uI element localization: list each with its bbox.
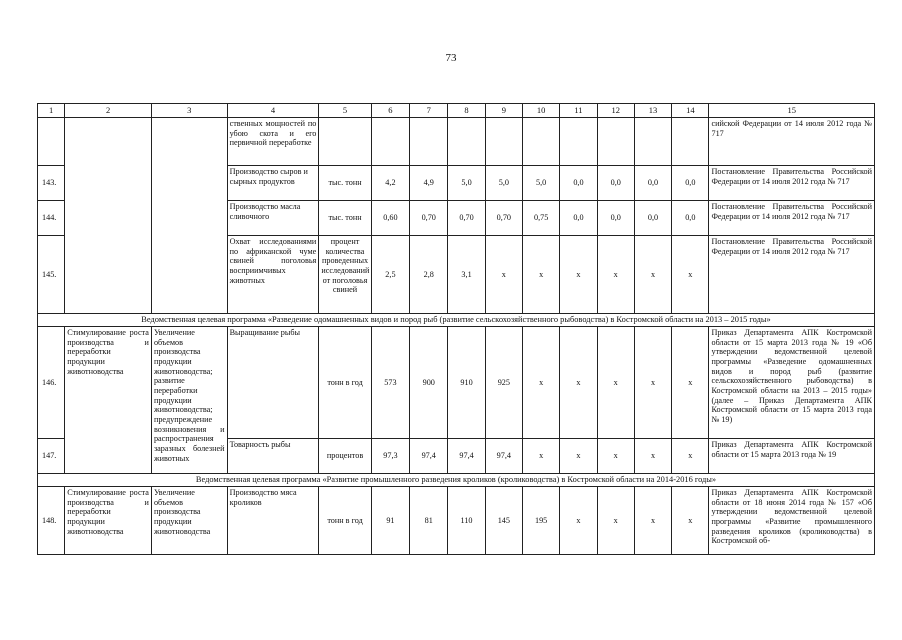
- value-cell: х: [522, 236, 559, 314]
- value-cell: х: [672, 327, 709, 439]
- value-cell: 0,0: [634, 166, 671, 201]
- header-cell: 6: [371, 104, 409, 118]
- value-cell: 0,0: [672, 201, 709, 236]
- unit-cell: процент количества проведенных исследований от поголовья свиней: [319, 236, 371, 314]
- basis-cell: Приказ Департамента АПК Костромской области от 15 марта 2013 года № 19: [709, 439, 875, 474]
- value-cell: х: [560, 236, 597, 314]
- header-cell: 3: [151, 104, 227, 118]
- value-cell: 97,3: [371, 439, 409, 474]
- header-cell: 10: [522, 104, 559, 118]
- value-cell: 0,60: [371, 201, 409, 236]
- indicator-cell: ственных мощностей по убою скота и его первичной переработке: [227, 118, 319, 166]
- value-cell: 195: [522, 487, 559, 555]
- basis-cell: сийской Федерации от 14 июля 2012 года № 717: [709, 118, 875, 166]
- value-cell: х: [485, 236, 522, 314]
- value-cell: 91: [371, 487, 409, 555]
- header-cell: 13: [634, 104, 671, 118]
- section-banner-row: [38, 314, 875, 327]
- row-number: 143.: [38, 166, 65, 201]
- value-cell: 4,9: [410, 166, 448, 201]
- header-cell: 9: [485, 104, 522, 118]
- value-cell: 3,1: [448, 236, 485, 314]
- header-cell: 5: [319, 104, 371, 118]
- header-cell: 7: [410, 104, 448, 118]
- value-cell: 5,0: [522, 166, 559, 201]
- value-cell: 110: [448, 487, 485, 555]
- value-cell: х: [597, 236, 634, 314]
- indicator-cell: Выращивание рыбы: [227, 327, 319, 439]
- value-cell: 0,75: [522, 201, 559, 236]
- header-cell: 15: [709, 104, 875, 118]
- value-cell: 2,8: [410, 236, 448, 314]
- value-cell: х: [560, 439, 597, 474]
- basis-cell: Приказ Департамента АПК Костромской области от 15 марта 2013 года № 19 «Об утверждении ведомственной целевой программы «Разведение одомашненных видов и пород рыб (развитие сельскохозяйственного рыбоводства) в Костромской области на 2013 – 2015 годы» (далее – Приказ Департамента АПК Костромской области от 15 марта 2013 года № 19): [709, 327, 875, 439]
- value-cell: 145: [485, 487, 522, 555]
- table-row: [38, 327, 875, 439]
- header-row: [38, 104, 875, 118]
- basis-cell: Постановление Правительства Российской Федерации от 14 июля 2012 года № 717: [709, 166, 875, 201]
- value-cell: х: [634, 236, 671, 314]
- value-cell: 0,0: [597, 166, 634, 201]
- basis-cell: Приказ Департамента АПК Костромской области от 18 июня 2014 года № 157 «Об утверждении ведомственной целевой программы «Развитие промышленного разведения кроликов (кролиководства) в Костромской об-: [709, 487, 875, 555]
- unit-cell: тыс. тонн: [319, 201, 371, 236]
- value-cell: 0,0: [597, 201, 634, 236]
- value-cell: 97,4: [448, 439, 485, 474]
- row-number: 144.: [38, 201, 65, 236]
- task-cell: Стимулирование роста производства и переработки продукции животноводства: [65, 327, 152, 474]
- value-cell: 5,0: [485, 166, 522, 201]
- value-cell: 910: [448, 327, 485, 439]
- value-cell: 0,70: [448, 201, 485, 236]
- section-banner-row: [38, 474, 875, 487]
- unit-cell: тыс. тонн: [319, 166, 371, 201]
- value-cell: 0,70: [410, 201, 448, 236]
- value-cell: х: [634, 327, 671, 439]
- unit-cell: тонн в год: [319, 327, 371, 439]
- value-cell: 0,0: [560, 201, 597, 236]
- value-cell: х: [634, 439, 671, 474]
- value-cell: 0,0: [672, 166, 709, 201]
- value-cell: х: [560, 487, 597, 555]
- table-row: [38, 487, 875, 555]
- value-cell: х: [672, 439, 709, 474]
- value-cell: х: [597, 439, 634, 474]
- value-cell: х: [634, 487, 671, 555]
- goal-cell: Увеличение объемов производства продукции животноводства: [151, 487, 227, 555]
- indicator-cell: Производство масла сливочного: [227, 201, 319, 236]
- header-cell: 8: [448, 104, 485, 118]
- basis-cell: Постановление Правительства Российской Федерации от 14 июля 2012 года № 717: [709, 236, 875, 314]
- value-cell: х: [597, 487, 634, 555]
- value-cell: 4,2: [371, 166, 409, 201]
- table-row: [38, 118, 875, 166]
- value-cell: 925: [485, 327, 522, 439]
- value-cell: 573: [371, 327, 409, 439]
- value-cell: х: [672, 487, 709, 555]
- section-banner: Ведомственная целевая программа «Разведение одомашненных видов и пород рыб (развитие сельскохозяйственного рыбоводства) в Костромской области на 2013 – 2015 годы»: [38, 314, 875, 327]
- value-cell: 5,0: [448, 166, 485, 201]
- value-cell: х: [522, 439, 559, 474]
- row-number: 147.: [38, 439, 65, 474]
- value-cell: 0,70: [485, 201, 522, 236]
- page-number: 73: [445, 52, 457, 64]
- value-cell: х: [522, 327, 559, 439]
- value-cell: 97,4: [485, 439, 522, 474]
- value-cell: 900: [410, 327, 448, 439]
- value-cell: х: [597, 327, 634, 439]
- value-cell: х: [672, 236, 709, 314]
- unit-cell: тонн в год: [319, 487, 371, 555]
- value-cell: 81: [410, 487, 448, 555]
- row-number: 146.: [38, 327, 65, 439]
- header-cell: 2: [65, 104, 152, 118]
- indicator-cell: Товарность рыбы: [227, 439, 319, 474]
- goal-cell: Увеличение объемов производства продукции животноводства; развитие переработки продукции животноводства; предупреждение возникновения и распространения заразных болезней животных: [151, 327, 227, 474]
- row-number: 145.: [38, 236, 65, 314]
- value-cell: 0,0: [634, 201, 671, 236]
- section-banner: Ведомственная целевая программа «Развитие промышленного разведения кроликов (кролиководства) в Костромской области на 2014-2016 годы»: [38, 474, 875, 487]
- task-cell: Стимулирование роста производства и переработки продукции животноводства: [65, 487, 152, 555]
- row-number: 148.: [38, 487, 65, 555]
- indicator-cell: Охват исследованиями по африканской чуме свиней поголовья восприимчивых животных: [227, 236, 319, 314]
- value-cell: 2,5: [371, 236, 409, 314]
- header-cell: 12: [597, 104, 634, 118]
- value-cell: 97,4: [410, 439, 448, 474]
- header-cell: 4: [227, 104, 319, 118]
- unit-cell: процентов: [319, 439, 371, 474]
- header-cell: 14: [672, 104, 709, 118]
- value-cell: 0,0: [560, 166, 597, 201]
- header-cell: 1: [38, 104, 65, 118]
- indicator-cell: Производство сыров и сырных продуктов: [227, 166, 319, 201]
- indicators-table: [37, 103, 875, 555]
- value-cell: х: [560, 327, 597, 439]
- indicator-cell: Производство мяса кроликов: [227, 487, 319, 555]
- header-cell: 11: [560, 104, 597, 118]
- basis-cell: Постановление Правительства Российской Федерации от 14 июля 2012 года № 717: [709, 201, 875, 236]
